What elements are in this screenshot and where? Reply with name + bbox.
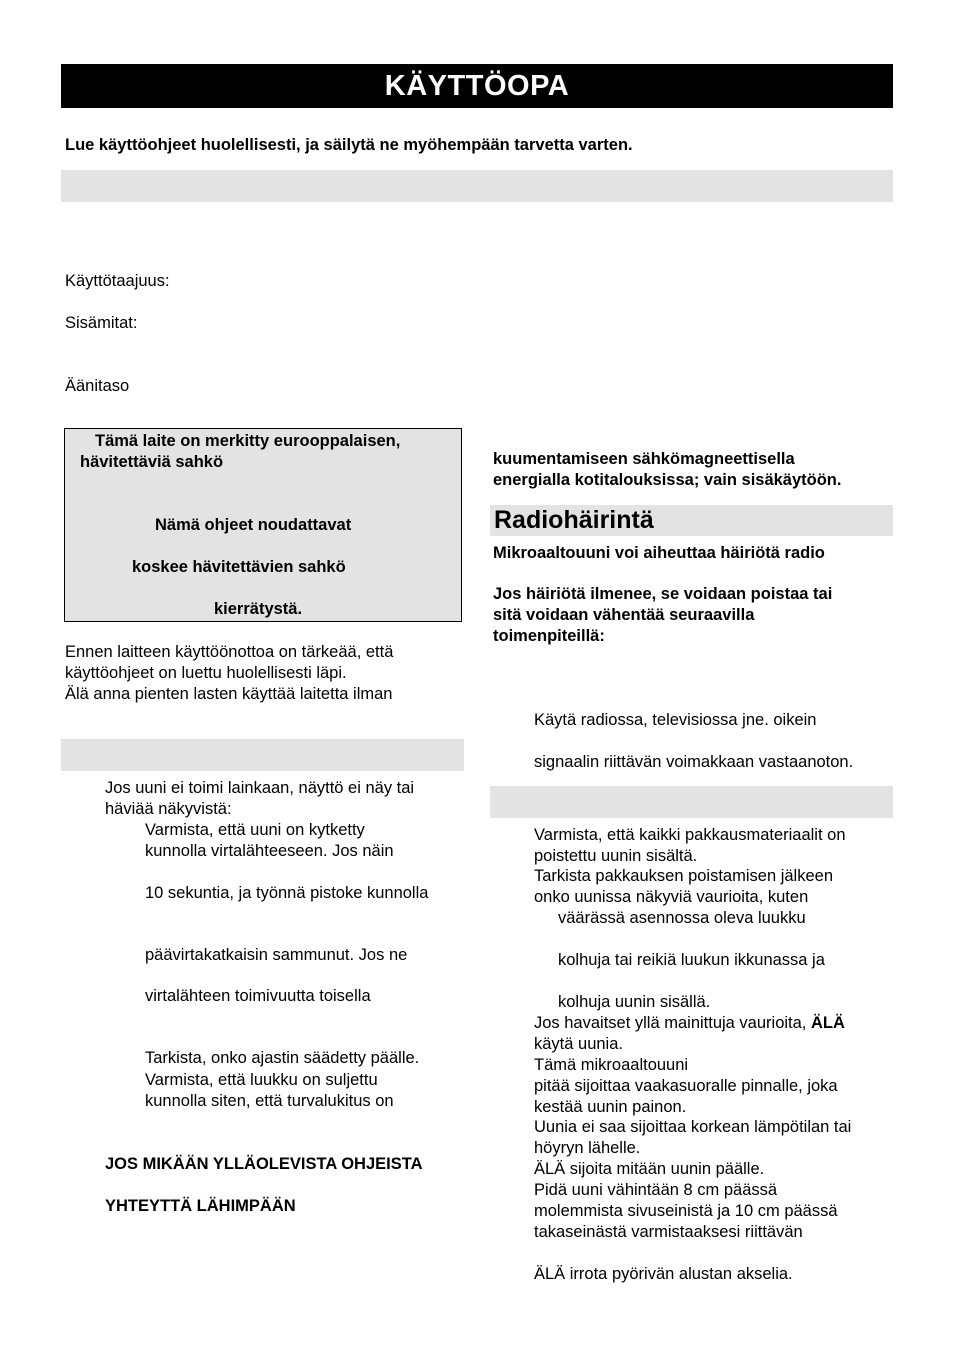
installation-text: pitää sijoittaa vaakasuoralle pinnalle, joka	[534, 1077, 838, 1095]
notice-line: Tämä laite on merkitty eurooppalaisen,	[95, 432, 401, 450]
installation-text: Tämä mikroaaltouuni	[534, 1056, 689, 1074]
troubleshooting-answer: kunnolla siten, että turvalukitus on	[145, 1092, 394, 1110]
installation-text-bold: ÄLÄ	[810, 1014, 845, 1032]
installation-text	[534, 1013, 845, 1034]
troubleshooting-answer: päävirtakatkaisin sammunut. Jos ne	[145, 946, 408, 964]
radio-paragraph: toimenpiteillä:	[493, 627, 605, 645]
radio-paragraph: Mikroaaltouuni voi aiheuttaa häiriötä radio	[493, 544, 825, 562]
installation-text: ÄLÄ sijoita mitään uunin päälle.	[534, 1160, 765, 1178]
radio-paragraph: Jos häiriötä ilmenee, se voidaan poistaa tai	[493, 585, 833, 603]
installation-text: höyryn lähelle.	[534, 1139, 641, 1157]
intro-text: Lue käyttöohjeet huolellisesti, ja säilytä ne myöhempään tarvetta varten.	[65, 136, 633, 154]
installation-text: Tarkista pakkauksen poistamisen jälkeen	[534, 867, 833, 885]
installation-text-part: Jos havaitset yllä mainittuja vaurioita,	[534, 1014, 811, 1032]
before-use-text: Älä anna pienten lasten käyttää laitetta ilman	[65, 685, 393, 703]
noise-level-label: Äänitaso	[65, 377, 130, 395]
troubleshooting-warning: JOS MIKÄÄN YLLÄOLEVISTA OHJEISTA	[105, 1155, 423, 1173]
troubleshooting-question: Jos uuni ei toimi lainkaan, näyttö ei näy tai	[105, 779, 415, 797]
frequency-label: Käyttötaajuus:	[65, 272, 170, 290]
before-use-text: Ennen laitteen käyttöönottoa on tärkeää, että	[65, 643, 394, 661]
troubleshooting-warning: YHTEYTTÄ LÄHIMPÄÄN	[105, 1197, 296, 1215]
troubleshooting-answer: Tarkista, onko ajastin säädetty päälle.	[145, 1049, 420, 1067]
installation-text: poistettu uunin sisältä.	[534, 847, 698, 865]
installation-text: kolhuja uunin sisällä.	[558, 993, 711, 1011]
installation-text: kolhuja tai reikiä luukun ikkunassa ja	[558, 951, 825, 969]
troubleshooting-answer: Varmista, että luukku on suljettu	[145, 1071, 378, 1089]
usage-text: energialla kotitalouksissa; vain sisäkäytöön.	[493, 471, 842, 489]
notice-line: kierrätystä.	[214, 600, 303, 618]
inner-dimensions-label: Sisämitat:	[65, 314, 138, 332]
installation-text: kestää uunin painon.	[534, 1098, 687, 1116]
section-header-bar-troubleshooting	[61, 739, 464, 771]
page-title: KÄYTTÖOPA	[61, 64, 893, 108]
notice-line: hävitettäviä sahkö	[80, 453, 224, 471]
notice-line: koskee hävitettävien sahkö	[132, 558, 346, 576]
installation-text: onko uunissa näkyviä vaurioita, kuten	[534, 888, 809, 906]
installation-text: molemmista sivuseinistä ja 10 cm päässä	[534, 1202, 838, 1220]
installation-text: käytä uunia.	[534, 1035, 623, 1053]
troubleshooting-answer: 10 sekuntia, ja työnnä pistoke kunnolla	[145, 884, 429, 902]
installation-text: Uunia ei saa sijoittaa korkean lämpötilan tai	[534, 1118, 852, 1136]
installation-text: väärässä asennossa oleva luukku	[558, 909, 806, 927]
radio-list-item: Käytä radiossa, televisiossa jne. oikein	[534, 711, 817, 729]
troubleshooting-question: häviää näkyvistä:	[105, 800, 232, 818]
installation-text: ÄLÄ irrota pyörivän alustan akselia.	[534, 1265, 793, 1283]
radio-interference-heading: Radiohäirintä	[490, 505, 893, 536]
section-header-bar-specs	[61, 170, 893, 202]
radio-list-item: signaalin riittävän voimakkaan vastaanoton.	[534, 753, 854, 771]
notice-line: Nämä ohjeet noudattavat	[155, 516, 352, 534]
radio-paragraph: sitä voidaan vähentää seuraavilla	[493, 606, 755, 624]
usage-text: kuumentamiseen sähkömagneettisella	[493, 450, 795, 468]
troubleshooting-answer: Varmista, että uuni on kytketty	[145, 821, 365, 839]
section-header-bar-installation	[490, 786, 893, 818]
installation-text: Pidä uuni vähintään 8 cm päässä	[534, 1181, 778, 1199]
troubleshooting-answer: kunnolla virtalähteeseen. Jos näin	[145, 842, 394, 860]
installation-text: Varmista, että kaikki pakkausmateriaalit on	[534, 826, 846, 844]
troubleshooting-answer: virtalähteen toimivuutta toisella	[145, 987, 371, 1005]
installation-text: takaseinästä varmistaaksesi riittävän	[534, 1223, 803, 1241]
before-use-text: käyttöohjeet on luettu huolellisesti läpi.	[65, 664, 347, 682]
